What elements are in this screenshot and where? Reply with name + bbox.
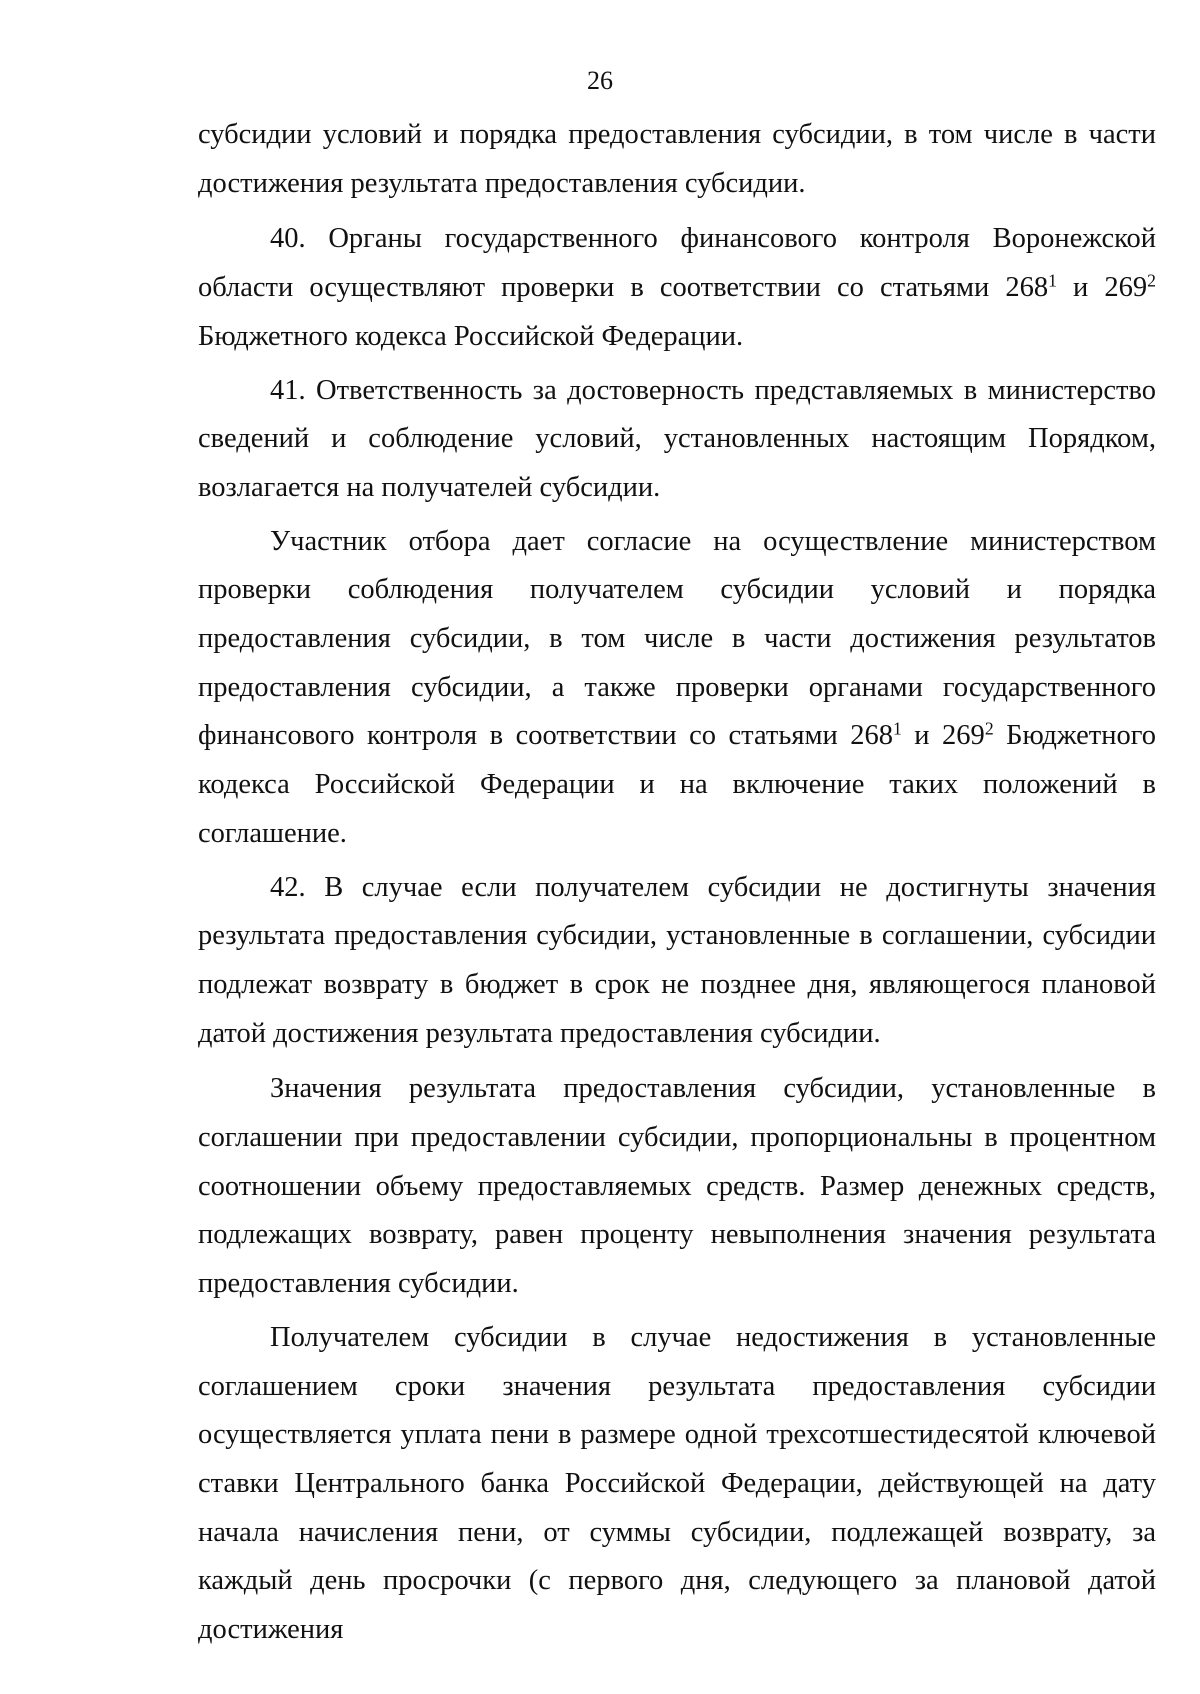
paragraph-consent bbox=[198, 518, 1156, 859]
paragraph-consent-superscript-2: 2 bbox=[984, 718, 994, 739]
paragraph-consent-superscript-1: 1 bbox=[892, 718, 902, 739]
paragraph-40-text-1: 40. Органы государственного финансового контроля Воронежской области осуществляют проверки в соответствии со статьями 268 bbox=[198, 223, 1156, 304]
paragraph-consent-text-1: Участник отбора дает согласие на осуществление министерством проверки соблюдения получателем субсидии условий и порядка предоставления субсидии, в том числе в части достижения результатов предоставления субсидии, а также проверки органами государственного финансового контроля в соответствии со статьями 268 bbox=[198, 525, 1156, 752]
page-number: 26 bbox=[587, 66, 613, 95]
paragraph-42: 42. В случае если получателем субсидии не достигнуты значения результата предоставления субсидии, установленные в соглашении, субсидии подлежат возврату в бюджет в срок не позднее дня, являющегося плановой датой достижения результата предоставления субсидии. bbox=[198, 871, 1156, 1049]
paragraph-consent-text-2: и 269 bbox=[901, 720, 985, 752]
paragraph-41: 41. Ответственность за достоверность представляемых в министерство сведений и соблюдение условий, установленных настоящим Порядком, возлагается на получателей субсидии. bbox=[198, 374, 1156, 503]
paragraph-consent-text-3: Бюджетного кодекса Российской Федерации и на включение таких положений в соглашение. bbox=[198, 720, 1156, 849]
paragraph-40-superscript-2: 2 bbox=[1147, 270, 1156, 291]
paragraph-result-values: Значения результата предоставления субсидии, установленные в соглашении при предоставлении субсидии, пропорциональны в процентном соотношении объему предоставляемых средств. Размер денежных средств, подлежащих возврату, равен проценту невыполнения значения результата предоставления субсидии. bbox=[198, 1073, 1156, 1300]
paragraph-penalty: Получателем субсидии в случае недостижения в установленные соглашением сроки значения результата предоставления субсидии осуществляется уплата пени в размере одной трехсотшестидесятой ключевой ставки Центрального банка Российской Федерации, действующей на дату начала начисления пени, от суммы субсидии, подлежащей возврату, за каждый день просрочки (с первого дня, следующего за плановой датой достижения bbox=[198, 1321, 1156, 1646]
paragraph-40-text-3: Бюджетного кодекса Российской Федерации. bbox=[198, 320, 744, 352]
paragraph-40-superscript-1: 1 bbox=[1048, 270, 1057, 291]
paragraph-40 bbox=[198, 215, 1156, 361]
paragraph-40-text-2: и 269 bbox=[1056, 272, 1148, 304]
paragraph-continuation: субсидии условий и порядка предоставления субсидии, в том числе в части достижения результата предоставления субсидии. bbox=[198, 119, 1156, 199]
document-body bbox=[198, 111, 1156, 1655]
